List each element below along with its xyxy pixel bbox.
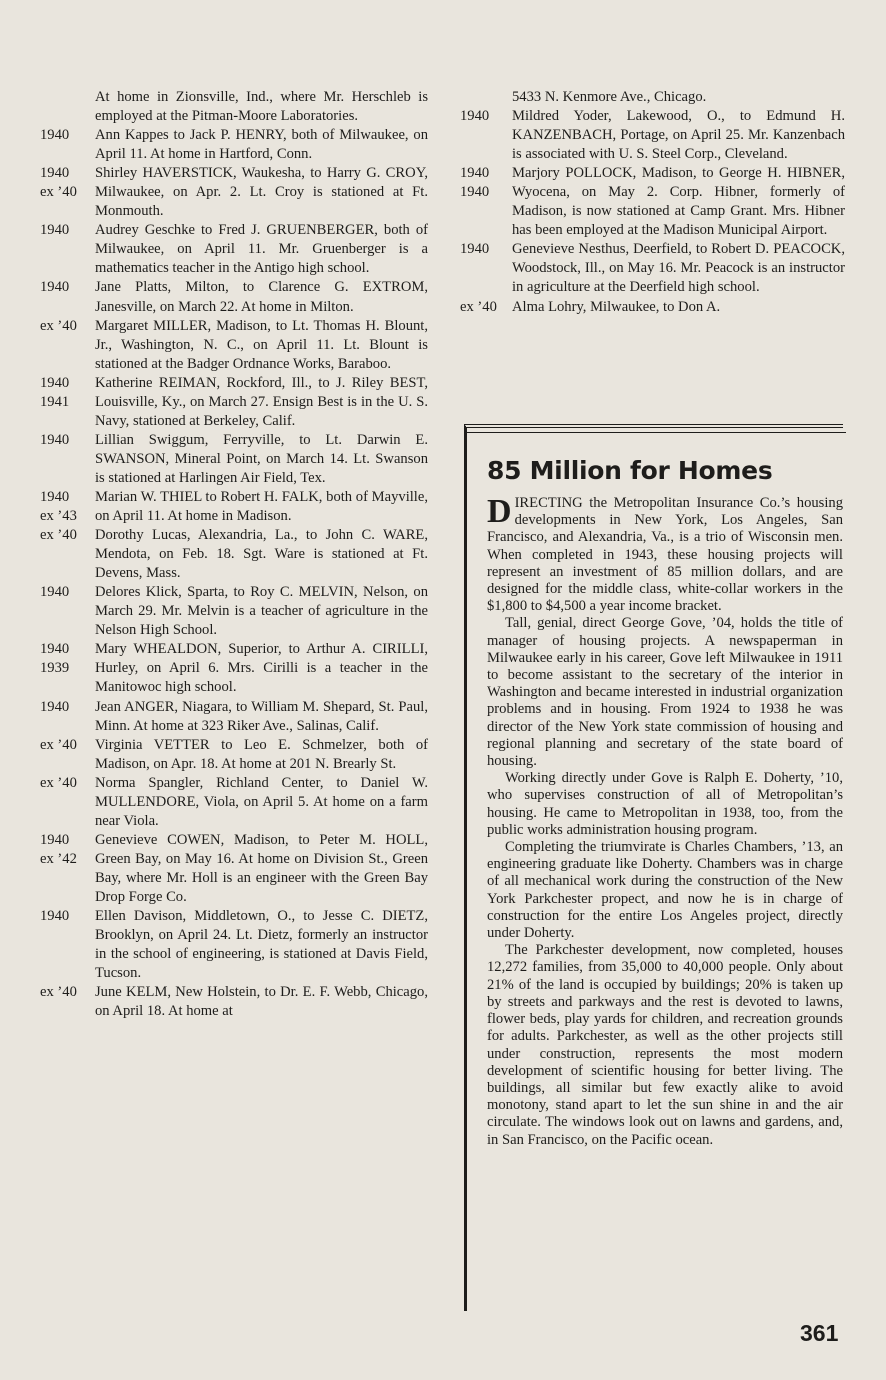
feature-article-box — [464, 424, 843, 1311]
announcement-text: Ellen Davison, Middletown, O., to Jesse C. DIETZ, Brooklyn, on April 24. Lt. Dietz, formerly an instructor in the school of engineering, is stationed at Davis Field, Tucson. — [95, 908, 428, 982]
class-year — [40, 583, 95, 640]
announcement-text: Shirley HAVERSTICK, Waukesha, to Harry G. CROY, Milwaukee, on Apr. 2. Lt. Croy is stationed at Ft. Monmouth. — [95, 165, 428, 220]
class-year-label: ex ’40 — [40, 736, 77, 753]
announcement-entry — [40, 164, 428, 221]
announcement-entry — [460, 88, 845, 107]
announcement-entry — [40, 583, 428, 640]
announcement-entry — [40, 431, 428, 488]
left-column — [40, 88, 428, 1021]
announcement-text: Marjory POLLOCK, Madison, to George H. HIBNER, Wyocena, on May 2. Corp. Hibner, formerly of Madison, is now stationed at Camp Grant. Mrs. Hibner has been employed at the Madison Municipal Airport. — [512, 165, 845, 239]
class-year — [460, 107, 512, 164]
class-year — [40, 431, 95, 488]
announcement-entry — [40, 317, 428, 374]
announcement-text: Mary WHEALDON, Superior, to Arthur A. CIRILLI, Hurley, on April 6. Mrs. Cirilli is a teacher in the Manitowoc high school. — [95, 641, 428, 696]
class-year — [40, 526, 95, 583]
class-year — [460, 88, 512, 107]
class-year-label: 1940 — [460, 241, 490, 258]
class-year-label: ex ’43 — [40, 508, 77, 525]
announcement-entry — [40, 640, 428, 697]
feature-title: 85 Million for Homes — [487, 456, 773, 485]
announcement-text: Alma Lohry, Milwaukee, to Don A. — [512, 298, 721, 315]
announcement-entry — [40, 488, 428, 526]
class-year-label: 1940 — [40, 222, 70, 239]
class-year-label: 1940 — [460, 165, 490, 182]
announcement-entry — [40, 736, 428, 774]
class-year-label: 1939 — [40, 660, 70, 677]
class-year-label: 1940 — [40, 488, 70, 505]
page-number: 361 — [800, 1320, 839, 1346]
feature-paragraph: Completing the triumvirate is Charles Chambers, ’13, an engineering graduate like Doherty. Chambers was in charge of all mechanical work during the construction of the New York Parkchester propect, and now he is in charge of construction for the entire Los Angeles project, directly under Doherty. — [487, 839, 843, 942]
announcement-entry — [40, 526, 428, 583]
class-year-label: 1940 — [40, 831, 70, 848]
announcement-entry — [40, 907, 428, 983]
class-year-label: 1940 — [40, 431, 70, 448]
class-year — [40, 640, 95, 697]
class-year-label: ex ’40 — [40, 184, 77, 201]
announcement-text: Lillian Swiggum, Ferryville, to Lt. Darwin E. SWANSON, Mineral Point, on March 14. Lt. Swanson is stationed at Harlingen Air Field, Tex. — [95, 431, 428, 486]
class-year-label: 1940 — [40, 279, 70, 296]
feature-paragraph: Working directly under Gove is Ralph E. Doherty, ’10, who supervises construction of all of Metropolitan’s housing. He came to Metropolitan in 1938, too, from the public works administration housing program. — [487, 770, 843, 838]
announcement-text: Jean ANGER, Niagara, to William M. Shepard, St. Paul, Minn. At home at 323 Riker Ave., Salinas, Calif. — [95, 698, 428, 734]
feature-first-paragraph-text: IRECTING the Metropolitan Insurance Co.’s housing developments in New York, Los Angeles, San Francisco, and Alexandria, Va., is a trio of Wisconsin men. When completed in 1943, these housing projects will represent an investment of 85 million dollars, and are designed for the middle class, white-collar workers in the $1,800 to $4,500 a year income bracket. — [487, 495, 843, 615]
announcement-text: Genevieve COWEN, Madison, to Peter M. HOLL, Green Bay, on May 16. At home on Division St., Green Bay, where Mr. Holl is an engineer with the Green Bay Drop Forge Co. — [95, 831, 428, 905]
class-year — [40, 164, 95, 221]
class-year-label: ex ’42 — [40, 850, 77, 867]
announcement-entry — [40, 983, 428, 1021]
announcement-entry — [460, 107, 845, 164]
announcement-entry — [460, 240, 845, 297]
class-year — [40, 221, 95, 278]
announcement-text: Dorothy Lucas, Alexandria, La., to John C. WARE, Mendota, on Feb. 18. Sgt. Ware is stationed at Ft. Devens, Mass. — [95, 527, 428, 582]
announcement-entry — [460, 298, 845, 317]
class-year-label: 1941 — [40, 393, 70, 410]
announcement-entry — [40, 88, 428, 126]
class-year — [40, 736, 95, 774]
announcement-text: Mildred Yoder, Lakewood, O., to Edmund H. KANZENBACH, Portage, on April 25. Mr. Kanzenbach is associated with U. S. Steel Corp., Cleveland. — [512, 108, 845, 163]
class-year — [40, 317, 95, 374]
class-year — [40, 278, 95, 316]
announcement-text: Virginia VETTER to Leo E. Schmelzer, both of Madison, on Apr. 18. At home at 201 N. Brearly St. — [95, 736, 428, 772]
feature-first-paragraph — [487, 495, 843, 615]
drop-cap: D — [487, 493, 512, 530]
announcement-text: 5433 N. Kenmore Ave., Chicago. — [512, 89, 707, 105]
class-year-label: ex ’40 — [40, 984, 77, 1001]
class-year-label: 1940 — [40, 698, 70, 715]
class-year-label: ex ’40 — [460, 298, 497, 315]
class-year — [40, 907, 95, 983]
announcement-text: Marian W. THIEL to Robert H. FALK, both of Mayville, on April 11. At home in Madison. — [95, 488, 428, 525]
right-column — [460, 88, 845, 317]
class-year-label: 1940 — [40, 374, 70, 391]
class-year — [40, 126, 95, 164]
announcement-entry — [40, 374, 428, 431]
class-year — [40, 88, 95, 126]
announcement-text: Norma Spangler, Richland Center, to Daniel W. MULLENDORE, Viola, on April 5. At home on a farm near Viola. — [95, 774, 428, 829]
announcement-text: Delores Klick, Sparta, to Roy C. MELVIN, Nelson, on March 29. Mr. Melvin is a teacher of agriculture in the Nelson High School. — [95, 584, 428, 639]
feature-paragraph: Tall, genial, direct George Gove, ’04, holds the title of manager of housing projects. A newspaperman in Milwaukee early in his career, Gove left Milwaukee in 1911 to become assistant to the secretary of the interior in Washington and became interested in industrial organization problems and in housing. From 1924 to 1938 he was director of the New York state commission of housing and regional planning and secretary of the state board of housing. — [487, 615, 843, 770]
class-year-label: 1940 — [40, 908, 70, 925]
class-year — [40, 488, 95, 526]
class-year — [40, 831, 95, 907]
class-year — [40, 698, 95, 736]
announcement-text: Margaret MILLER, Madison, to Lt. Thomas H. Blount, Jr., Washington, N. C., on April 11. Lt. Blount is stationed at the Badger Ordnance Works, Baraboo. — [95, 317, 428, 372]
announcement-entry — [40, 221, 428, 278]
announcement-entry — [460, 164, 845, 240]
class-year-label: 1940 — [460, 108, 490, 125]
announcement-entry — [40, 774, 428, 831]
announcement-entry — [40, 831, 428, 907]
announcement-text: June KELM, New Holstein, to Dr. E. F. Webb, Chicago, on April 18. At home at — [95, 984, 428, 1020]
class-year-label: 1940 — [40, 127, 70, 144]
class-year-label: ex ’40 — [40, 774, 77, 791]
announcement-text: Ann Kappes to Jack P. HENRY, both of Milwaukee, on April 11. At home in Hartford, Conn. — [95, 127, 428, 163]
class-year — [460, 164, 512, 240]
class-year — [460, 298, 512, 317]
class-year-label: 1940 — [40, 584, 70, 601]
class-year-label: ex ’40 — [40, 527, 77, 544]
class-year-label: 1940 — [40, 165, 70, 182]
announcement-text: At home in Zionsville, Ind., where Mr. Herschleb is employed at the Pitman-Moore Laboratories. — [95, 89, 428, 125]
class-year-label: ex ’40 — [40, 317, 77, 334]
class-year — [40, 774, 95, 831]
class-year — [460, 240, 512, 297]
announcement-entry — [40, 698, 428, 736]
announcement-entry — [40, 278, 428, 316]
class-year — [40, 374, 95, 431]
class-year — [40, 983, 95, 1021]
class-year-label: 1940 — [40, 641, 70, 658]
announcement-text: Audrey Geschke to Fred J. GRUENBERGER, both of Milwaukee, on April 11. Mr. Gruenberger is a mathematics teacher in the Antigo high school. — [95, 222, 428, 277]
class-year-label: 1940 — [460, 184, 490, 201]
announcement-text: Genevieve Nesthus, Deerfield, to Robert D. PEACOCK, Woodstock, Ill., on May 16. Mr. Peacock is an instructor in agriculture at the Deerfield high school. — [512, 241, 845, 296]
announcement-text: Katherine REIMAN, Rockford, Ill., to J. Riley BEST, Louisville, Ky., on March 27. Ensign Best is in the U. S. Navy, stationed at Berkeley, Calif. — [95, 374, 428, 429]
announcement-text: Jane Platts, Milton, to Clarence G. EXTROM, Janesville, on March 22. At home in Milton. — [95, 279, 428, 315]
announcement-entry — [40, 126, 428, 164]
feature-paragraph: The Parkchester development, now completed, houses 12,272 families, from 35,000 to 40,000 people. Only about 21% of the land is occupied by buildings; 20% is taken up by streets and parkways and the rest is devoted to lawns, flower beds, play yards for children, and recreation grounds for adults. Parkchester, as well as the other projects still under construction, represents the most modern development of scientific housing for better living. The buildings, all similar but few exactly alike to avoid monotony, stand apart to let the sun shine in and the air circulate. The windows look out on lawns and gardens, and, in San Francisco, on the Pacific ocean. — [487, 942, 843, 1148]
